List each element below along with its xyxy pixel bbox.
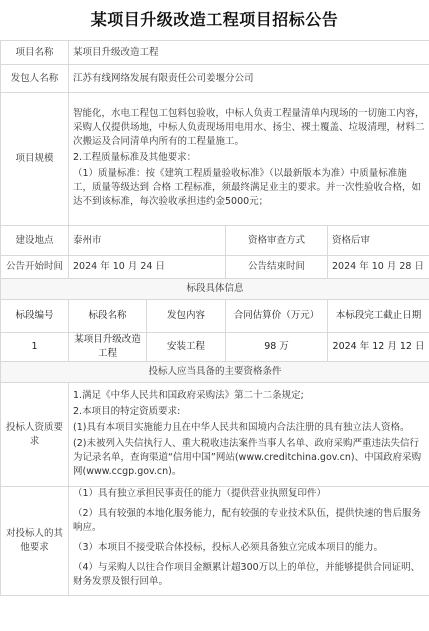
- qualification-value: [69, 383, 429, 487]
- section-table-header: [1, 300, 429, 333]
- project-name-value: 某项目升级改造工程: [69, 41, 429, 65]
- lot-content-cell: 安装工程: [147, 333, 226, 362]
- row-scope: [1, 93, 429, 226]
- header-lot-name: 标段名称: [69, 300, 147, 333]
- scope-paragraph: （1）质量标准：按《建筑工程质量验收标准》（以最新版本为准）中质量标准施工，质量等级达到 合格 工程标准，须最终满足业主的要求。并一次性验收合格，如达不到该标准，每次验收承担违约金5000元；: [73, 168, 422, 207]
- lot-number-cell: 1: [1, 333, 69, 362]
- tenderer-label: 发包人名称: [1, 65, 69, 93]
- other-paragraph: （3）本项目不接受联合体投标，投标人必须具备独立完成本项目的能力。: [73, 542, 384, 553]
- row-section-info: [1, 279, 429, 300]
- tenderer-value: 江苏有线网络发展有限责任公司姜堰分公司: [69, 65, 429, 93]
- other-requirements-value: [69, 487, 429, 596]
- end-time-value: 2024 年 10 月 28 日: [328, 256, 429, 279]
- other-paragraph: （1）具有独立承担民事责任的能力（提供营业执照复印件）: [73, 488, 327, 499]
- header-deadline: 本标段完工截止日期: [328, 300, 429, 333]
- scope-paragraph: 2.工程质量标准及其他要求：: [73, 152, 197, 163]
- scope-value: [69, 93, 429, 226]
- other-requirements-label: 对投标人的其他要求: [1, 487, 69, 596]
- requirements-heading: 投标人应当具备的主要资格条件: [1, 362, 429, 383]
- place-label: 建设地点: [1, 226, 69, 256]
- header-estimate: 合同估算价（万元）: [226, 300, 328, 333]
- lot-estimate-cell: 98 万: [226, 333, 328, 362]
- row-section-req: [1, 362, 429, 383]
- qualification-paragraph: 2.本项目的特定资质要求:: [73, 405, 181, 417]
- qualification-label: 投标人资质要求: [1, 383, 69, 487]
- row-tenderer: [1, 65, 429, 93]
- review-method-label: 资格审查方式: [226, 226, 328, 256]
- row-place: [1, 226, 429, 256]
- review-method-value: 资格后审: [328, 226, 429, 256]
- lot-name-cell: 某项目升级改造工程: [69, 333, 147, 362]
- row-project-name: [1, 41, 429, 65]
- row-qualification: [1, 383, 429, 487]
- header-content: 发包内容: [147, 300, 226, 333]
- section-table-row: [1, 333, 429, 362]
- qualification-paragraph: 1.满足《中华人民共和国政府采购法》第二十二条规定;: [73, 389, 304, 401]
- start-time-label: 公告开始时间: [1, 256, 69, 279]
- lot-deadline-cell: 2024 年 12 月 12 日: [328, 333, 429, 362]
- qualification-paragraph: (1)具有本项目实施能力且在中华人民共和国境内合法注册的具有独立法人资格。: [73, 421, 410, 433]
- qualification-paragraph: (2)未被列入失信执行人、重大税收违法案件当事人名单、政府采购严重违法失信行为记录名单，查询渠道“信用中国”网站(www.creditchina.gov.cn)、中国政府采购网(www.ccgp.gov.cn)。: [73, 437, 422, 477]
- end-time-label: 公告结束时间: [226, 256, 328, 279]
- row-other-requirements: [1, 487, 429, 596]
- section-info-heading: 标段具体信息: [1, 279, 429, 300]
- project-name-label: 项目名称: [1, 41, 69, 65]
- place-value: 泰州市: [69, 226, 226, 256]
- row-time: [1, 256, 429, 279]
- header-lot-number: 标段编号: [1, 300, 69, 333]
- start-time-value: 2024 年 10 月 24 日: [69, 256, 226, 279]
- page-title: 某项目升级改造工程项目招标公告: [90, 10, 339, 29]
- scope-paragraph: 智能化，水电工程包工包料包验收，中标人负责工程量清单内现场的一切施工内容，采购人仅提供场地，中标人负责现场用电用水、扬尘、裸土覆盖、垃圾清理，材料二次搬运及合同清单内所有的工程量施工。: [73, 108, 425, 147]
- other-paragraph: （2）具有较强的本地化服务能力，配有较强的专业技术队伍，提供快速的售后服务响应。: [73, 508, 422, 533]
- announcement-table: [0, 40, 429, 596]
- scope-label: 项目规模: [1, 93, 69, 226]
- other-paragraph: （4）与采购人以往合作项目金额累计超300万以上的单位，并能够提供合同证明、财务发票及银行回单。: [73, 562, 421, 587]
